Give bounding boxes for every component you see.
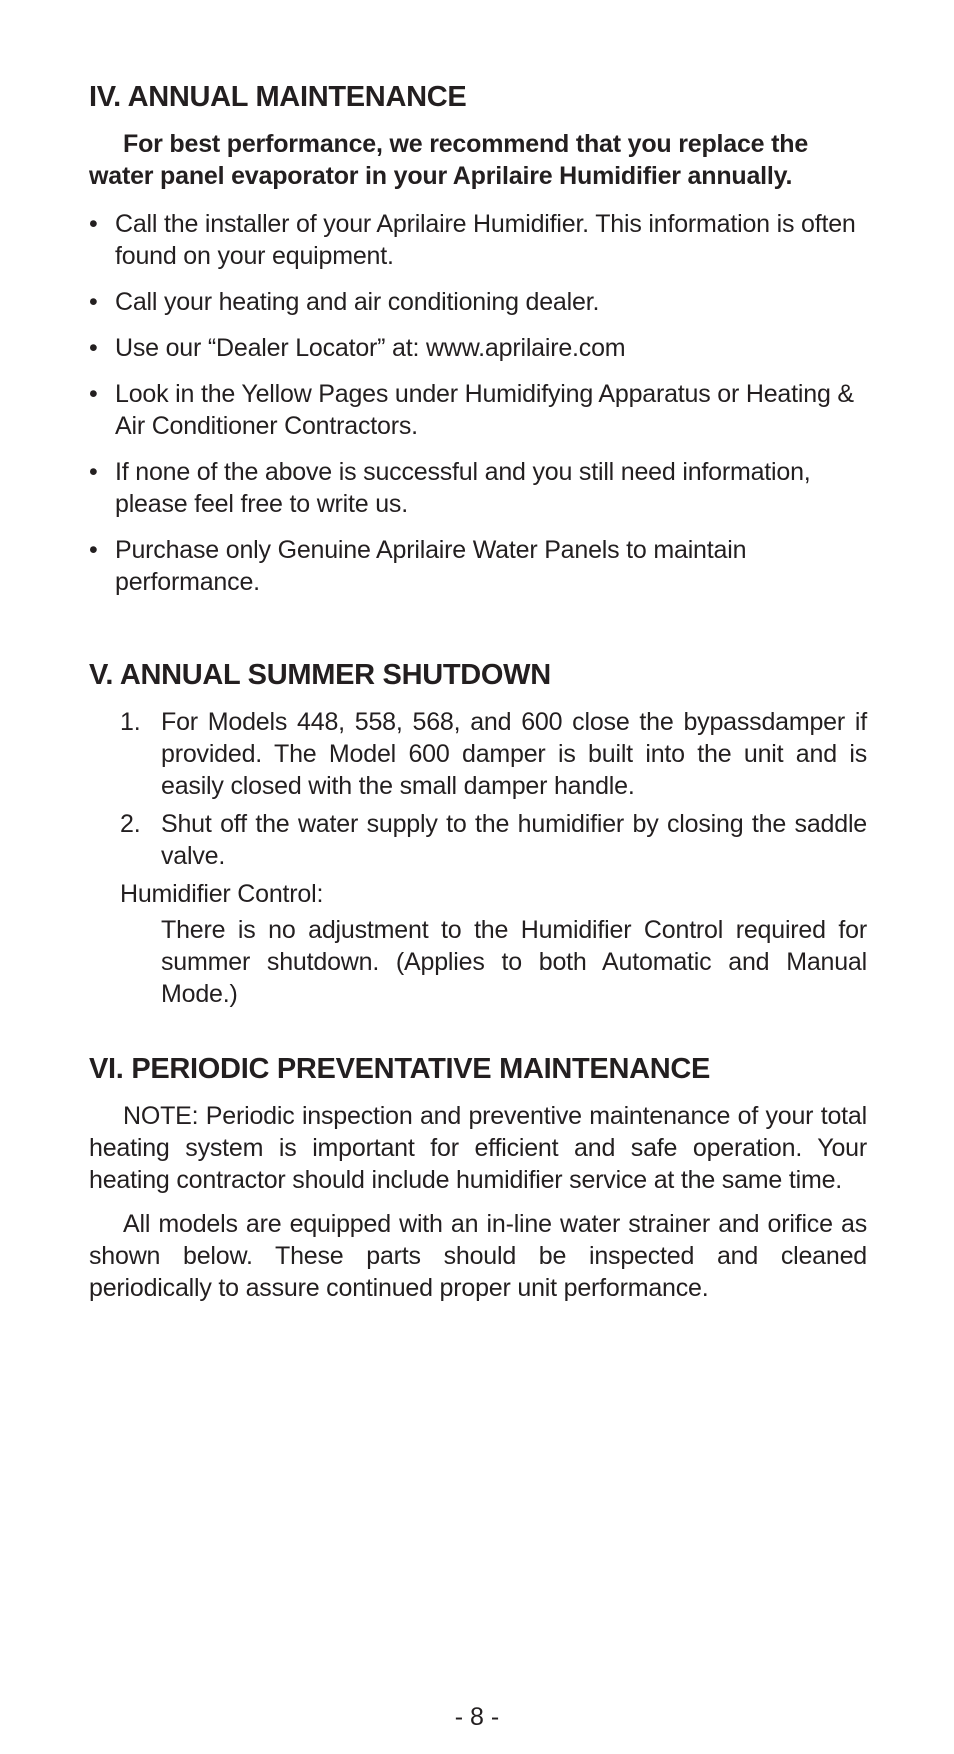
bullet-icon: • [89, 288, 98, 316]
list-item-text: Use our “Dealer Locator” at: www.aprilaire.com [115, 334, 626, 362]
list-item-text: Call the installer of your Aprilaire Humidifier. This information is often found on your equipment. [115, 210, 856, 270]
list-item [89, 208, 867, 272]
section-summer-shutdown [89, 658, 867, 1010]
control-text: There is no adjustment to the Humidifier Control required for summer shutdown. (Applies to both Automatic and Manual Mode.) [161, 916, 867, 1008]
bullet-icon: • [89, 210, 98, 238]
control-label: Humidifier Control: [120, 880, 324, 908]
numbered-steps [89, 706, 867, 872]
section-heading: V. ANNUAL SUMMER SHUTDOWN [89, 659, 551, 691]
section-preventative-maintenance [89, 1052, 867, 1304]
bullet-list [89, 208, 867, 598]
step-number: 1. [120, 708, 141, 736]
section-heading: VI. PERIODIC PREVENTATIVE MAINTENANCE [89, 1053, 711, 1085]
list-item-text: Call your heating and air conditioning dealer. [115, 288, 600, 316]
section-heading: IV. ANNUAL MAINTENANCE [89, 81, 467, 113]
step-number: 2. [120, 810, 141, 838]
strainer-paragraph: All models are equipped with an in-line water strainer and orifice as shown below. These parts should be inspected and cleaned periodically to assure continued proper unit performance. [89, 1210, 867, 1302]
step-text: For Models 448, 558, 568, and 600 close the bypassdamper if provided. The Model 600 damper is built into the unit and is easily closed with the small damper handle. [161, 708, 867, 800]
list-item [89, 456, 867, 520]
note-paragraph: NOTE: Periodic inspection and preventive maintenance of your total heating system is important for efficient and safe operation. Your heating contractor should include humidifier service at the same time. [89, 1102, 867, 1194]
bullet-icon: • [89, 536, 98, 564]
bullet-icon: • [89, 458, 98, 486]
list-item [89, 378, 867, 442]
list-item [89, 286, 867, 318]
manual-page [89, 80, 867, 1304]
lead-paragraph: For best performance, we recommend that you replace the water panel evaporator in your Aprilaire Humidifier annually. [89, 130, 809, 190]
list-item [89, 534, 867, 598]
step-text: Shut off the water supply to the humidifier by closing the saddle valve. [161, 810, 867, 870]
bullet-icon: • [89, 380, 98, 408]
list-item-text: If none of the above is successful and you still need information, please feel free to write us. [115, 458, 811, 518]
page-number: - 8 - [454, 1703, 500, 1731]
list-item [89, 332, 867, 364]
section-annual-maintenance [89, 80, 867, 598]
step-item [89, 706, 867, 802]
step-item [89, 808, 867, 872]
list-item-text: Look in the Yellow Pages under Humidifying Apparatus or Heating & Air Conditioner Contractors. [115, 380, 854, 440]
list-item-text: Purchase only Genuine Aprilaire Water Panels to maintain performance. [115, 536, 747, 596]
bullet-icon: • [89, 334, 98, 362]
